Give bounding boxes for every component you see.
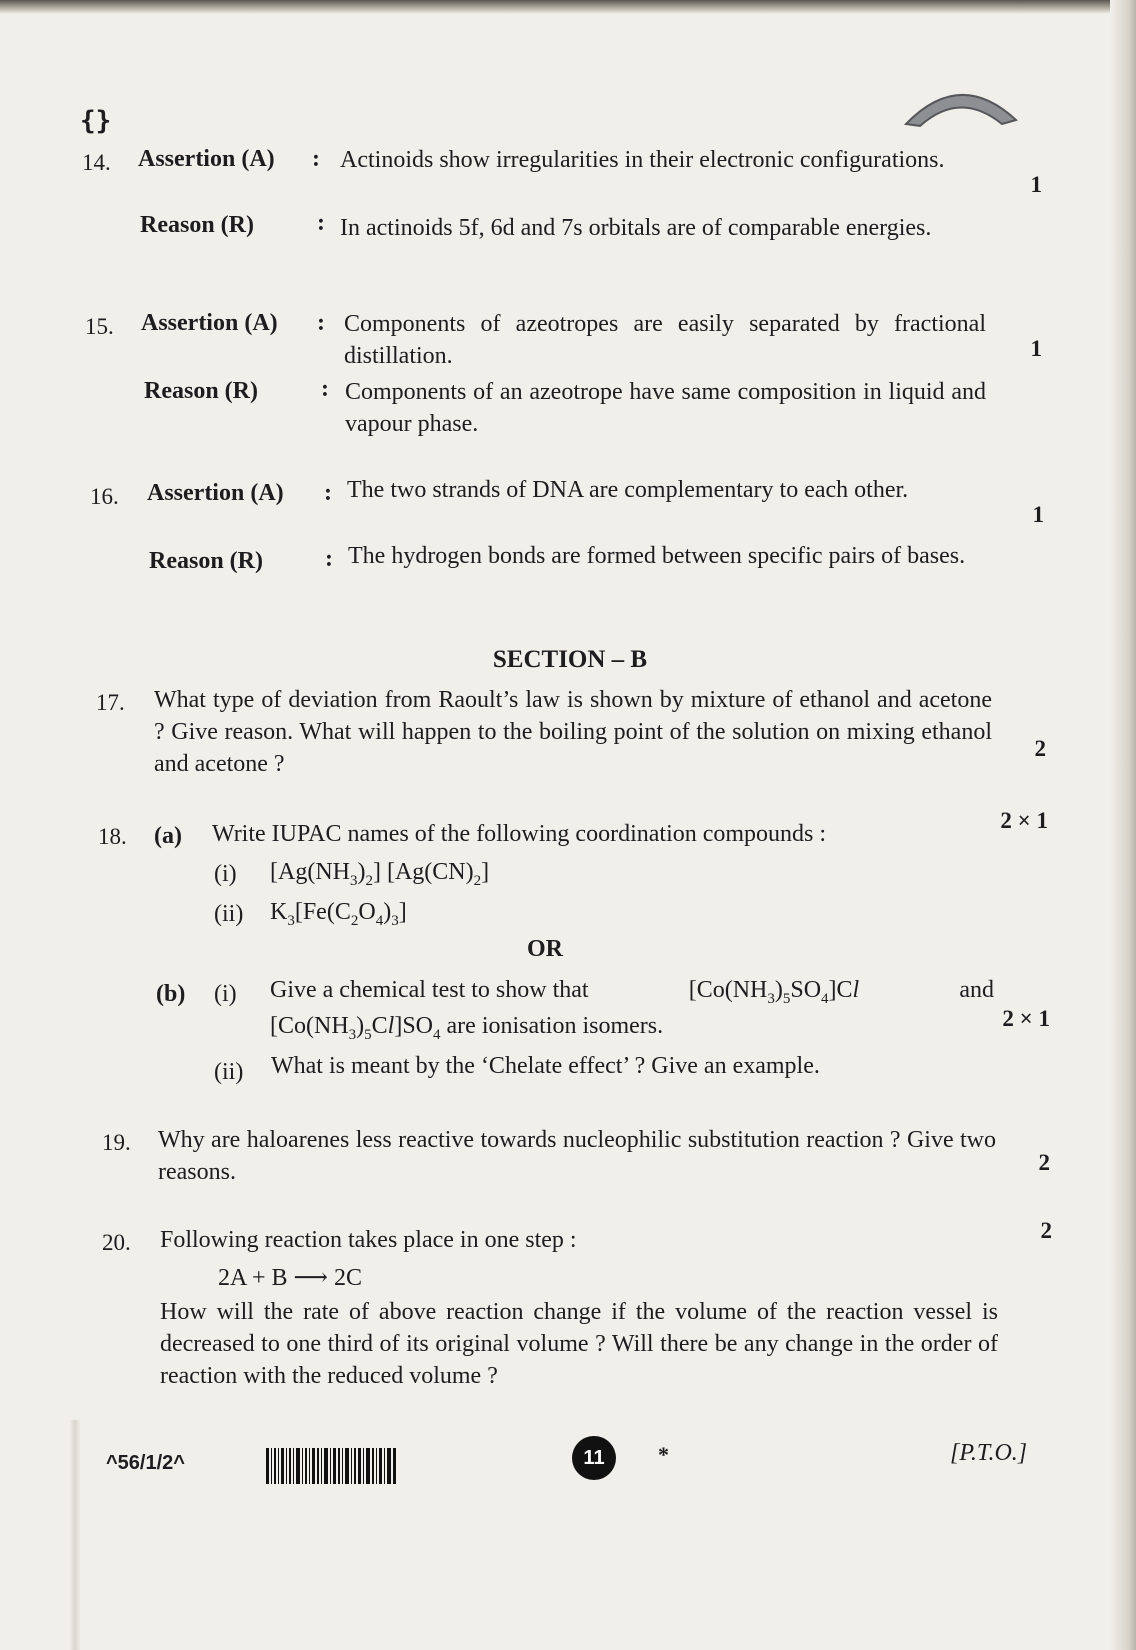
assertion-label: Assertion (A) [138,146,275,172]
colon: : [325,546,333,572]
formula-co-chloro: $[Co(NH_3)_5Cl]SO_4$ [270,1013,441,1043]
question-number: 20. [102,1230,131,1255]
question-intro: Following reaction takes place in one step : [160,1227,577,1253]
paper-code: ^56/1/2^ [106,1452,185,1474]
sub-label: (i) [214,981,237,1007]
marks: 2 × 1 [1000,808,1048,833]
pto-label: [P.T.O.] [950,1440,1028,1466]
reaction-equation: 2A + B ⟶ 2C [218,1265,362,1291]
assertion-label: Assertion (A) [141,310,278,336]
reason-text: The hydrogen bonds are formed between specific pairs of bases. [348,543,966,569]
marks: 2 × 1 [1002,1006,1050,1031]
b-i-text: are ionisation isomers. [446,1013,664,1039]
question-text: Why are haloarenes less reactive towards nucleophilic substitution reaction ? Give two reasons. [158,1127,996,1185]
page-edge-curl [1110,0,1136,1650]
marks: 1 [1030,172,1042,197]
assertion-text: Components of azeotropes are easily separated by fractional distillation. [344,311,986,369]
assertion-label: Assertion (A) [147,480,284,506]
marks: 2 [1040,1218,1052,1243]
colon: : [321,376,329,402]
page-number-badge: 11 [572,1436,616,1480]
part-a-label: (a) [154,823,182,849]
formula-co-sulfato: $[Co(NH_3)_5SO_4]Cl$ [688,977,860,1007]
formula-fe-oxalate: $K_3[Fe(C_2O_4)_3]$ [270,899,407,929]
reason-label: Reason (R) [144,378,258,404]
marks: 2 [1038,1150,1050,1175]
reason-text: In actinoids 5f, 6d and 7s orbitals are of comparable energies. [340,215,932,241]
arc-mark-icon [898,80,1024,130]
question-number: 19. [102,1130,131,1155]
question-text: How will the rate of above reaction change if the volume of the reaction vessel is decreased to one third of its original volume ? Will there be any change in the order of reaction with the reduced volume ? [160,1299,998,1389]
question-number: 14. [82,150,111,175]
reason-label: Reason (R) [140,212,254,238]
or-divider: OR [527,936,563,962]
sub-label: (ii) [214,1059,244,1085]
b-i-and: and [959,977,994,1003]
formula-ag-complex: $[Ag(NH_3)_2]$ $[Ag(CN)_2]$ [270,859,490,889]
colon: : [317,210,325,236]
colon: : [312,146,320,172]
section-b-heading: SECTION – B [492,646,648,673]
reason-text: Components of an azeotrope have same composition in liquid and vapour phase. [345,379,986,437]
colon: : [324,480,332,506]
question-text: What type of deviation from Raoult’s law is shown by mixture of ethanol and acetone ? Give reason. What will happen to the boiling point of the solution on mixing ethanol and acetone ? [154,687,992,777]
b-i-line-2 [270,1010,663,1042]
question-number: 16. [90,484,119,509]
marks: 1 [1030,336,1042,361]
part-a-text: Write IUPAC names of the following coordination compounds : [212,821,827,847]
colon: : [317,310,325,336]
header-brace: {} [80,106,112,136]
b-i-line-1 [270,974,994,1006]
assertion-text: Actinoids show irregularities in their electronic configurations. [340,147,945,173]
reason-label: Reason (R) [149,548,263,574]
question-number: 17. [96,690,125,715]
b-i-text: Give a chemical test to show that [270,977,589,1003]
marks: 1 [1032,502,1044,527]
star-mark: * [658,1442,669,1467]
sub-label: (ii) [214,901,244,927]
part-b-label: (b) [156,981,186,1007]
barcode-icon [266,1448,398,1484]
page-edge-shadow [0,0,1136,14]
page-edge-left [70,1420,80,1650]
marks: 2 [1034,736,1046,761]
b-ii-text: What is meant by the ‘Chelate effect’ ? Give an example. [271,1053,820,1079]
assertion-text: The two strands of DNA are complementary to each other. [347,477,909,503]
question-number: 18. [98,824,127,849]
question-number: 15. [85,314,114,339]
sub-label: (i) [214,861,237,887]
